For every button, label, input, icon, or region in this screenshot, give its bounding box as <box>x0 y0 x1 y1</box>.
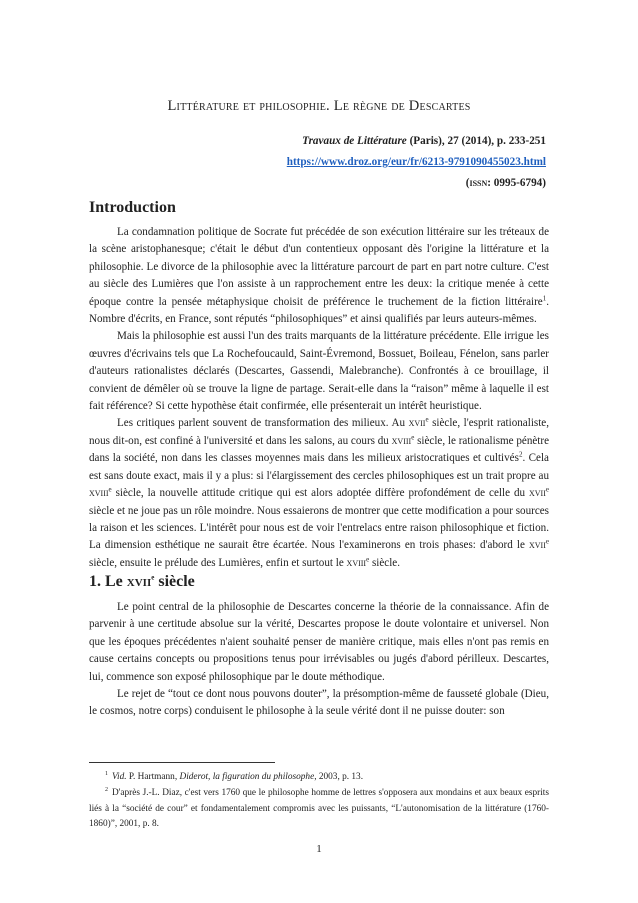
text-run: . Cela est sans doute exact, mais il y a plus: si l'élargissement des cercles philosophiques est un trait propre au <box>89 452 549 482</box>
footnotes <box>89 770 549 833</box>
footnote-text: , 2003, p. 13. <box>314 772 364 782</box>
section-1-paragraph-2: Le rejet de “tout ce dont nous pouvons douter”, la présomption-même de fausseté globale (Dieu, le cosmos, notre corps) conduisent le philosophe à la seule vérité dont il ne puisse douter: son <box>89 688 549 718</box>
text-run: siècle. <box>369 556 401 569</box>
ordinal-suffix: e <box>151 573 155 582</box>
intro-paragraph-2: Mais la philosophie est aussi l'un des traits marquants de la littérature précédente. Elle irrigue les œuvres d'écrivains tels que La Rochefoucauld, Saint-Évremond, Bossuet, Boileau, Fénelon, sans parler d'auteurs rationalistes déclarés (Descartes, Gassendi, Malebranche). Confrontés à ce brouillage, il convient de démêler où se trouve la ligne de partage. Serait-elle dans la “raison” même à laquelle il est fait référence? Si cette hypothèse était confirmée, elle présenterait un intérêt heuristique. <box>89 330 549 413</box>
footnote-book-title: Diderot, la figuration du philosophe <box>179 772 315 782</box>
text-run: siècle, la nouvelle attitude critique qui est alors adoptée diffère profondément de celle du <box>111 487 529 500</box>
footnote-divider <box>89 762 275 763</box>
footnote-1 <box>89 770 549 786</box>
footnote-text: D'après J.-L. Diaz, c'est vers 1760 que le philosophe homme de lettres s'opposera aux mondains et aux beaux esprits liés à la “société de cour” et fondamentalement compromis avec les puissants, “L'autonomisation de la littérature (1760-1860)”, 2001, p. 8. <box>89 787 549 830</box>
article-title: Littérature et philosophie. Le règne de Descartes <box>167 98 471 114</box>
section-number: 1. Le <box>89 573 127 590</box>
issn-line <box>466 177 546 189</box>
ordinal-suffix: e <box>366 555 370 564</box>
text-run: La condamnation politique de Socrate fut précédée de son exécution littéraire sur les tréteaux de la scène aristophanesque; c'était le début d'un contentieux opposant dès l'origine la littérature et la philosophie. Le divorce de la philosophie avec la littérature parcourt de part en part notre culture. C'est au siècle des Lumières que l'on assiste à un rapprochement entre les deux: la critique menée à cette époque contre la pensée métaphysique choisit de préférence le truchement de la fiction littéraire <box>89 226 549 308</box>
century-numeral: xvii <box>529 539 546 552</box>
issn-open: ( <box>465 177 470 189</box>
century-numeral: xvii <box>408 417 426 430</box>
text-run: siècle, ensuite le prélude des Lumières, enfin et surtout le <box>89 556 347 569</box>
section-1-paragraph-1: Le point central de la philosophie de Descartes concerne la théorie de la connaissance. Afin de parvenir à une certitude absolue sur la vérité, Descartes propose le doute volontaire et universel. Non que les époques précédentes n'aient souhaité penser de manière critique, mais elles n'ont pas remis en cause certains concepts ou propositions tenus pour irrévisables ou jugés d'abord périlleux. Descartes, lui, commence son exposé philosophique par le doute méthodique. <box>89 601 549 683</box>
century-numeral: xvii <box>126 573 152 590</box>
ordinal-suffix: e <box>545 485 549 494</box>
footnote-2 <box>89 786 549 833</box>
section-title-rest: siècle <box>154 573 195 590</box>
text-run: Les critiques parlent souvent de transformation des milieux. Au <box>117 417 409 430</box>
text-run: siècle, le rationalisme pénètre dans la société, non dans les classes moyennes mais dans les milieux aristocratiques et cultivés <box>89 434 549 465</box>
text-run: siècle et ne joue pas un rôle moindre. Nous essaierons de montrer que cette modification a pour sources la raison et les sciences. L'intérêt pour nous est de voir l'entrelacs entre raison philosophique et fiction. La dimension esthétique ne saurait être écartée. Nous l'examinerons en trois phases: d'abord le <box>89 504 549 552</box>
introduction-body <box>89 224 549 572</box>
footnote-number: 1 <box>105 770 108 777</box>
century-numeral: xvii <box>529 487 546 500</box>
intro-paragraph-3 <box>89 415 549 572</box>
journal-name: Travaux de Littérature <box>302 135 407 147</box>
century-numeral: xviii <box>391 434 412 447</box>
ordinal-suffix: e <box>411 433 415 442</box>
citation-line <box>302 135 546 147</box>
introduction-heading: Introduction <box>89 199 176 216</box>
century-numeral: xviii <box>346 556 367 569</box>
century-numeral: xviii <box>89 487 109 500</box>
ordinal-suffix: e <box>425 415 429 424</box>
footnote-number: 2 <box>105 786 108 793</box>
footnote-text: P. Hartmann, <box>126 772 180 782</box>
citation-details: (Paris), 27 (2014), p. 233-251 <box>406 135 546 147</box>
page-number: 1 <box>316 843 322 855</box>
footnote-ref-1[interactable]: 1 <box>542 293 547 302</box>
section-1-body <box>89 599 549 721</box>
text-run: siècle, l'esprit rationaliste, nous dit-on, est confiné à l'université et dans les salons, au cours du <box>89 417 549 447</box>
intro-paragraph-1 <box>89 224 549 328</box>
issn-label: issn <box>469 177 488 189</box>
ordinal-suffix: e <box>108 485 112 494</box>
ordinal-suffix: e <box>545 537 549 546</box>
footnote-ref-2[interactable]: 2 <box>518 450 523 459</box>
footnote-vid: Vid. <box>112 772 127 782</box>
article-url-link[interactable]: https://www.droz.org/eur/fr/6213-9791090455023.html <box>286 156 546 168</box>
issn-value: : 0995-6794) <box>487 177 546 189</box>
text-run: . Nombre d'écrits, en France, sont réputés “philosophiques” et ainsi qualifiés par leurs auteurs-mêmes. <box>89 295 549 326</box>
section-1-heading <box>89 573 195 591</box>
